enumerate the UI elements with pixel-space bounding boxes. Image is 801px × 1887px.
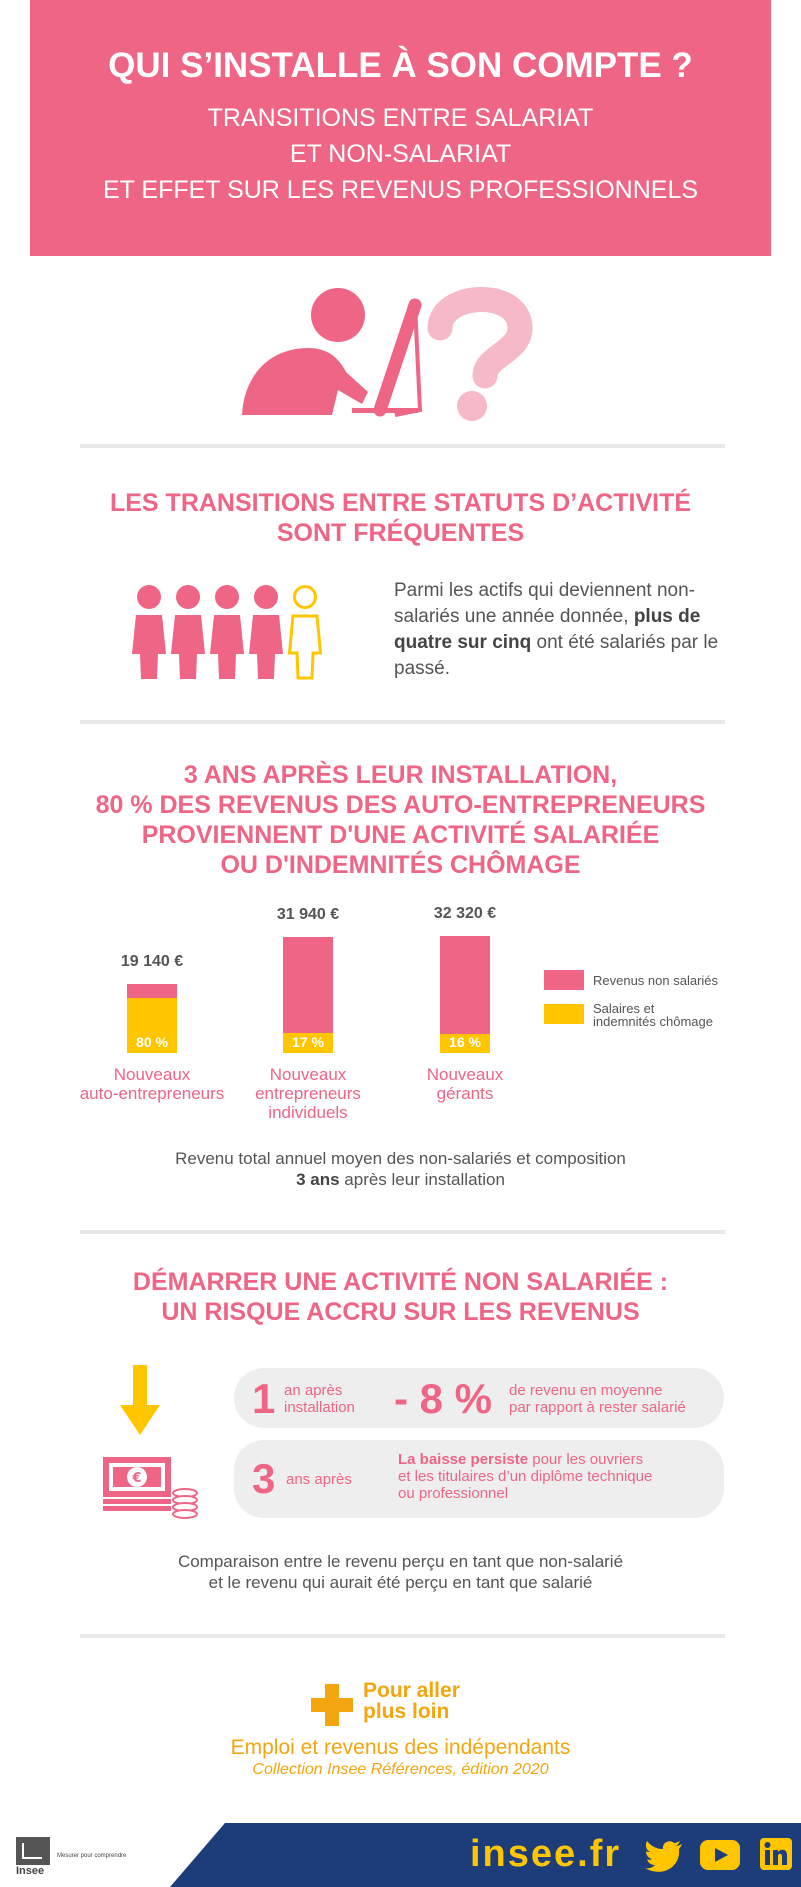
bar-share-label: 16 % [449,1034,481,1050]
risk-row-2-desc-rest: pour les ouvriers [528,1451,644,1468]
section1-text-end: ont été salariés par le passé. [394,632,719,679]
section2-title-line: 3 ANS APRÈS LEUR INSTALLATION, [183,761,618,789]
person-computer-question-icon [230,280,550,430]
page-title: QUI S’INSTALLE À SON COMPTE ? [108,46,693,85]
legend-line: Revenus non salariés [593,973,719,988]
divider [80,1634,725,1638]
bar-total-label: 19 140 € [120,952,184,970]
section3-title [40,1267,761,1327]
section3-title-line: UN RISQUE ACCRU SUR LES REVENUS [161,1298,640,1326]
divider [80,1230,725,1234]
more-heading [363,1680,460,1722]
legend-label-salaries [593,1002,713,1028]
bar-category-line: Nouveaux [426,1065,504,1084]
bar-share-label: 80 % [136,1034,168,1050]
bar-category-line: individuels [268,1103,348,1122]
bar-non-salaried [440,936,490,1034]
bar-category-label [380,1065,550,1103]
section1-title-line: SONT FRÉQUENTES [276,519,525,547]
section1-title-line: LES TRANSITIONS ENTRE STATUTS D’ACTIVITÉ [109,489,692,517]
divider [80,720,725,724]
more-heading-line: Pour aller [363,1679,460,1702]
more-publication-subtitle: Collection Insee Références, édition 2020 [252,1761,549,1778]
subtitle-line: ET NON-SALARIAT [289,140,512,168]
bar-category-line: Nouveaux [269,1065,347,1084]
section1-text [394,578,724,682]
risk-row-2-desc [398,1451,652,1502]
risk-row-1-number: 1 [252,1375,276,1422]
bar-share-label: 17 % [292,1034,324,1050]
bar-category-label [67,1065,237,1103]
insee-logo-icon [16,1837,50,1865]
section1-title [40,488,761,548]
risk-row-2 [234,1440,724,1518]
risk-row-2-number: 3 [252,1455,276,1502]
page-subtitle [30,100,771,208]
risk-row-1 [234,1368,724,1428]
more-heading-line: plus loin [363,1700,450,1723]
risk-row-1-label-line: an après [284,1382,343,1399]
insee-logo-text: Insee [16,1865,45,1877]
risk-caption [60,1551,741,1593]
risk-caption-line: Comparaison entre le revenu perçu en tant que non-salarié [177,1552,624,1571]
bar-category-label [223,1065,393,1122]
divider [80,444,725,448]
subtitle-line: TRANSITIONS ENTRE SALARIAT [207,104,594,132]
youtube-icon[interactable] [700,1840,740,1870]
risk-row-1-label [284,1382,355,1416]
bar-category-line: Nouveaux [113,1065,191,1084]
risk-caption-line: et le revenu qui aurait été perçu en tant que salarié [208,1573,593,1592]
money-down-arrow-icon [100,1365,202,1520]
header-banner [30,0,771,256]
risk-row-2-desc-line [398,1451,652,1468]
chart-caption-line: Revenu total annuel moyen des non-salariés et composition [175,1149,626,1168]
bar-total-label: 32 320 € [433,905,497,922]
more-publication-link[interactable]: Emploi et revenus des indépendants [230,1736,571,1759]
footer [0,1823,801,1887]
legend-line: indemnités chômage [593,1014,713,1029]
risk-row-2-label: ans après [286,1471,352,1488]
bar-total-label: 31 940 € [276,906,340,924]
section2-title-line: PROVIENNENT D'UNE ACTIVITÉ SALARIÉE [141,821,660,849]
legend-line: Salaires et [593,1001,655,1016]
risk-row-1-desc [509,1382,686,1416]
bar-non-salaried [127,984,177,998]
legend-swatch-non-salaried [544,970,584,990]
section2-title-line: OU D'INDEMNITÉS CHÔMAGE [220,851,581,879]
section2-title-line: 80 % DES REVENUS DES AUTO-ENTREPRENEURS [95,791,706,819]
subtitle-line: ET EFFET SUR LES REVENUS PROFESSIONNELS [102,176,699,204]
bar-category-line: entrepreneurs [255,1084,361,1103]
section1-text-start: Parmi les actifs qui deviennent non-salariés une année donnée, [394,580,695,627]
risk-row-1-label-line: installation [284,1399,355,1416]
chart-caption-rest: après leur installation [344,1170,505,1189]
risk-row-1-value: - 8 % [394,1375,493,1422]
section1-text-bold: plus de quatre sur cinq [394,606,701,653]
bar-non-salaried [283,937,333,1033]
legend-swatch-salaries [544,1004,584,1024]
bar-category-line: gérants [436,1084,494,1103]
risk-row-2-desc-line: ou professionnel [398,1485,509,1502]
risk-row-2-desc-line: et les titulaires d’un diplôme technique [398,1468,653,1485]
twitter-icon[interactable] [645,1840,683,1872]
section3-title-line: DÉMARRER UNE ACTIVITÉ NON SALARIÉE : [132,1268,669,1296]
legend-label-non-salaried [593,974,718,987]
bar-category-line: auto-entrepreneurs [79,1084,225,1103]
risk-row-1-desc-line: de revenu en moyenne [509,1382,663,1399]
risk-row-2-desc-bold: La baisse persiste [398,1451,529,1468]
people-icons [130,584,325,682]
chart-caption-bold: 3 ans [296,1170,340,1189]
insee-tagline: Mesurer pour comprendre [57,1853,127,1859]
insee-site-link[interactable]: insee.fr [470,1833,622,1875]
chart-caption [60,1148,741,1190]
plus-icon [311,1684,353,1726]
chart-caption-line [60,1169,741,1190]
revenue-bar-chart [0,890,801,1130]
risk-row-1-desc-line: par rapport à rester salarié [509,1399,686,1416]
svg-text:€: € [132,1471,142,1486]
linkedin-icon[interactable] [760,1838,792,1870]
section2-title [40,760,761,880]
